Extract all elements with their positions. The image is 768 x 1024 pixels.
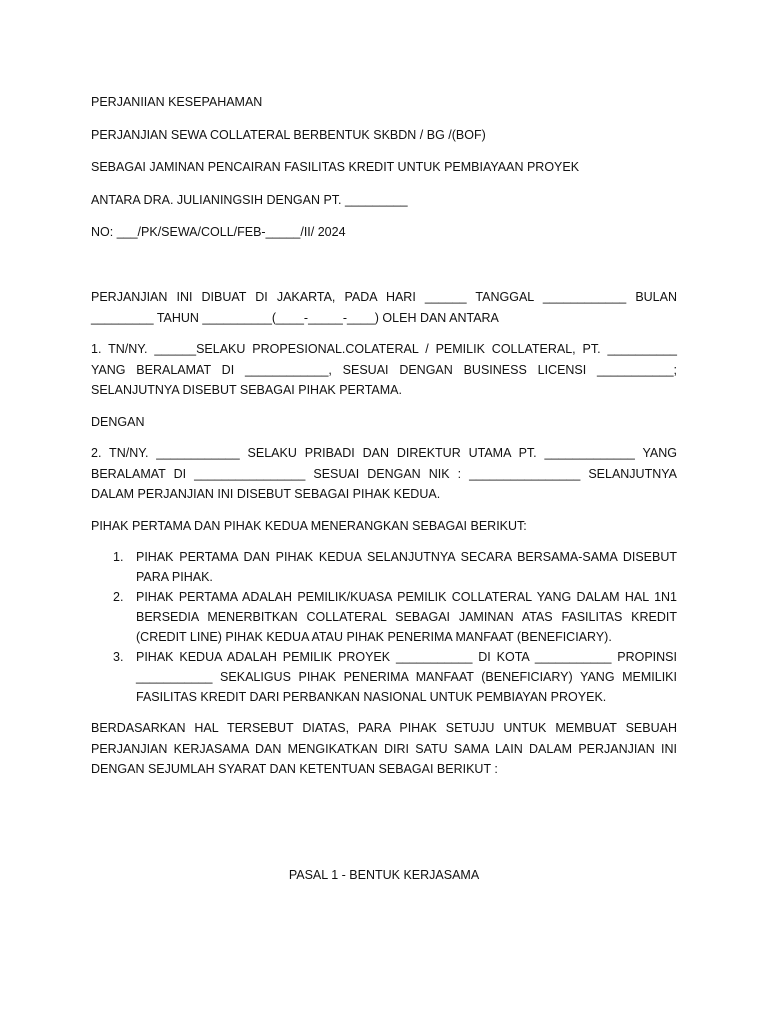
agreement-number: NO: ___/PK/SEWA/COLL/FEB-_____/II/ 2024 [91,225,346,239]
intro-paragraph: PERJANJIAN INI DIBUAT DI JAKARTA, PADA HARI ______ TANGGAL ____________ BULAN _________ TAHUN __________(____-_____-____) OLEH DAN ANTARA [91,290,677,325]
section-heading: PASAL 1 - BENTUK KERJASAMA [288,868,480,882]
points-list [91,547,677,707]
agreement-subtitle: PERJANJIAN SEWA COLLATERAL BERBENTUK SKBDN / BG /(BOF) [91,127,486,142]
closing-paragraph: BERDASARKAN HAL TERSEBUT DIATAS, PARA PIHAK SETUJU UNTUK MEMBUAT SEBUAH PERJANJIAN KERJASAMA DAN MENGIKATKAN DIRI SATU SAMA LAIN DALAM PERJANJIAN INI DENGAN SEJUMLAH SYARAT DAN KETENTUAN SEBAGAI BERIKUT : [91,721,677,776]
list-item-number: 3. [113,650,124,664]
list-item-text: PIHAK KEDUA ADALAH PEMILIK PROYEK ___________ DI KOTA ___________ PROPINSI ___________ SEKALIGUS PIHAK PENERIMA MANFAAT (BENEFICIARY) YANG MEMILIKI FASILITAS KREDIT DARI PERBANKAN NASIONAL UNTUK PEMBIAYAN PROYEK. [136,650,677,704]
spacer [91,401,677,412]
spacer [91,505,677,516]
list-item-number: 1. [113,550,124,564]
agreement-purpose: SEBAGAI JAMINAN PENCAIRAN FASILITAS KREDIT UNTUK PEMBIAYAAN PROYEK [91,160,580,174]
spacer [91,432,677,443]
document-content [91,92,677,780]
list-item-text: PIHAK PERTAMA ADALAH PEMILIK/KUASA PEMILIK COLLATERAL YANG DALAM HAL 1N1 BERSEDIA MENERBITKAN COLLATERAL SEBAGAI JAMINAN ATAS FASILITAS KREDIT (CREDIT LINE) PIHAK KEDUA ATAU PIHAK PENERIMA MANFAAT (BENEFICIARY). [136,590,677,644]
spacer [91,707,677,718]
list-item-text: PIHAK PERTAMA DAN PIHAK KEDUA SELANJUTNYA SECARA BERSAMA-SAMA DISEBUT PARA PIHAK. [136,550,677,584]
party-two-paragraph: 2. TN/NY. ____________ SELAKU PRIBADI DAN DIREKTUR UTAMA PT. _____________ YANG BERALAMAT DI ________________ SESUAI DENGAN NIK : ________________ SELANJUTNYA DALAM PERJANJIAN INI DISEBUT SEBAGAI PIHAK KEDUA. [91,446,677,501]
dengan-paragraph: DENGAN [91,414,145,429]
spacer [91,536,677,547]
statement-paragraph: PIHAK PERTAMA DAN PIHAK KEDUA MENERANGKAN SEBAGAI BERIKUT: [91,518,527,533]
list-item [91,647,677,707]
list-item [91,587,677,647]
list-item [91,547,677,587]
document-title: PERJANIIAN KESEPAHAMAN [91,95,263,109]
spacer [91,328,677,339]
list-item-number: 2. [113,590,124,604]
party-one-paragraph: 1. TN/NY. ______SELAKU PROPESIONAL.COLATERAL / PEMILIK COLLATERAL, PT. __________ YANG BERALAMAT DI ____________, SESUAI DENGAN BUSINESS LICENSI ___________; SELANJUTNYA DISEBUT SEBAGAI PIHAK PERTAMA. [91,342,677,397]
agreement-parties: ANTARA DRA. JULIANINGSIH DENGAN PT. _________ [91,192,408,207]
spacer [91,242,677,287]
